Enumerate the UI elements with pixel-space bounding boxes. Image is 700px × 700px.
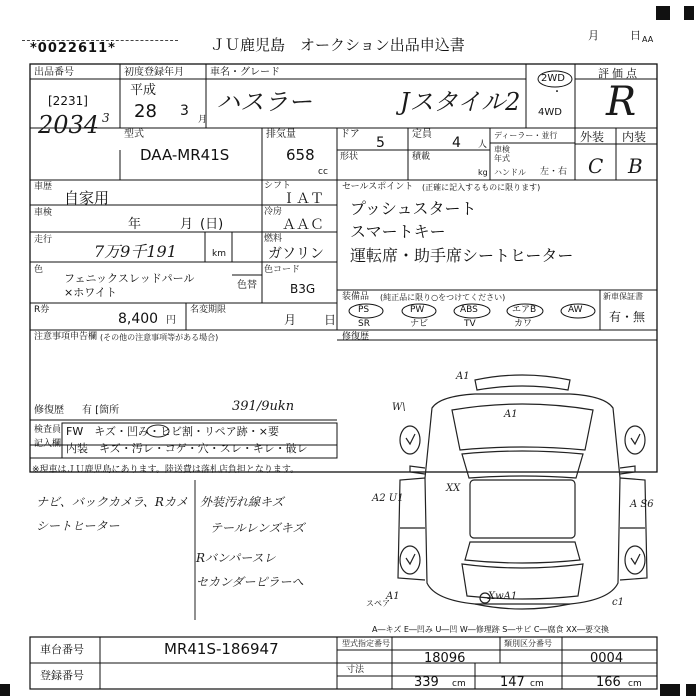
mark-a1-rear-left: A1	[386, 591, 400, 602]
equipment-label: 装備品	[342, 292, 370, 302]
sales-points-note: (正確に記入するものに限ります)	[422, 183, 541, 192]
exterior-grade: C	[588, 154, 604, 178]
model-designation-value: 18096	[424, 651, 466, 666]
dims-label: 寸法	[346, 665, 365, 675]
equip-airbag: エアB	[512, 305, 537, 315]
color-label: 色	[34, 265, 44, 275]
header-day-label: 日	[630, 29, 641, 42]
recolor-label: 色替	[237, 280, 257, 291]
mark-a1-front: A1	[456, 371, 470, 382]
loading-label: 積載	[412, 152, 431, 162]
sales-point-2: スマートキー	[350, 222, 446, 241]
capacity-label: 定員	[412, 129, 432, 140]
transfer-month: 月	[284, 313, 297, 327]
mileage-unit: km	[212, 249, 226, 259]
sales-point-3: 運転席・助手席シートヒーター	[350, 246, 574, 265]
equip-ps: PS	[358, 305, 370, 315]
displacement-label: 排気量	[266, 129, 296, 140]
inspection-label-1: 車検	[494, 145, 510, 154]
equip-aw: AW	[568, 305, 583, 315]
inspection-row-1: FW キズ・凹み・ヒビ割・リペア跡・×要	[66, 425, 279, 438]
repair-history-header: 修復歴	[342, 332, 370, 342]
reg-no-label: 登録番号	[40, 669, 84, 682]
repair-value: 有 [箇所	[82, 405, 120, 416]
capacity-value: 4	[452, 135, 461, 151]
mark-rear-c: c1	[612, 597, 624, 608]
mark-a2-side: A2 U1	[372, 493, 404, 504]
mark-xx: XX	[446, 483, 461, 494]
class-label: 類別区分番号	[504, 639, 552, 648]
transfer-day: 日	[324, 313, 337, 327]
notes-note: (その他の注意事項等がある場合)	[100, 333, 219, 342]
history-value: 自家用	[64, 189, 110, 207]
drive-dot: ・	[552, 87, 562, 98]
damage-legend: A―キズ E―凹み U―凹 W―修理跡 S―サビ C―腐食 XX―要交換	[372, 625, 610, 634]
doors-label: ドア	[340, 129, 360, 140]
type-value: DAA-MR41S	[140, 146, 230, 164]
form-title: ＪＵ鹿児島 オークション出品申込書	[210, 36, 465, 54]
dim-width-unit: cm	[530, 679, 544, 689]
aircon-label: 冷房	[264, 207, 283, 217]
header-month-label: 月	[588, 29, 599, 42]
displacement-unit: cc	[318, 167, 328, 177]
repair-label: 修復歴	[34, 405, 64, 416]
manual-value: 有・無	[609, 310, 646, 324]
model-designation-label: 型式指定番号	[342, 639, 390, 648]
notes-handwritten: 391/9ukn	[232, 399, 295, 414]
header-am-mark: AA	[642, 35, 654, 44]
equip-pw: PW	[410, 305, 425, 315]
inspection-label-1: 検査員	[34, 425, 62, 435]
model-name: ハスラー	[216, 88, 312, 116]
mileage-value: 7万9千191	[94, 242, 177, 261]
equip-navi: ナビ	[410, 319, 429, 329]
entry-bracket-number: [2231]	[48, 94, 88, 108]
inspection-label-2: 年式	[494, 154, 510, 163]
mark-a-s6: A S6	[630, 499, 654, 510]
inspect-day: (日)	[200, 217, 224, 232]
inspector-note-right-4: セカンダーピラーへ	[196, 575, 304, 589]
equip-leather: カワ	[514, 319, 533, 329]
inspector-note-left-2: シートヒーター	[36, 519, 120, 533]
sales-points-label: セールスポイント	[342, 182, 414, 192]
shape-label: 形状	[340, 152, 359, 162]
inspection-row-2: 内装 キズ・汚レ・コゲ・穴・スレ・キレ・破レ	[66, 442, 308, 455]
inspection-label-2: 記入欄	[34, 439, 62, 449]
equip-sr: SR	[358, 319, 370, 329]
color-value-1: フェニックスレッドパール	[64, 272, 195, 285]
mark-w-front: W\	[392, 402, 406, 413]
equipment-note: (純正品に限り○をつけてください)	[380, 293, 506, 302]
recycle-unit: 円	[166, 315, 176, 326]
inspect-year: 年	[128, 217, 142, 232]
dim-height: 166	[596, 675, 621, 690]
equip-tv: TV	[464, 319, 476, 329]
shift-value: ＩＡＴ	[282, 191, 324, 207]
model-label: 車名・グレード	[210, 67, 280, 78]
notes-divider	[192, 480, 198, 620]
car-diagram	[380, 368, 665, 618]
mark-spare: スペア	[366, 599, 390, 608]
fuel-label: 燃料	[264, 234, 283, 244]
loading-unit: kg	[478, 168, 488, 177]
interior-label: 内装	[622, 130, 647, 144]
inspector-note-right-2: テールレンズキズ	[210, 521, 305, 535]
sales-point-1: プッシュスタート	[350, 199, 477, 218]
chassis-value: MR41S-186947	[164, 640, 279, 658]
recycle-value: 8,400	[118, 311, 159, 327]
dim-length-unit: cm	[452, 679, 466, 689]
dim-width: 147	[500, 675, 525, 690]
equip-abs: ABS	[460, 305, 478, 315]
manual-label: 新車保証書	[603, 292, 643, 301]
entry-number: 2034	[38, 111, 100, 139]
handle-options: 左・右	[540, 167, 568, 177]
fuel-value: ガソリン	[268, 246, 324, 262]
registration-month: 3	[180, 103, 189, 119]
drive-4wd: 4WD	[538, 107, 562, 118]
exterior-label: 外装	[580, 130, 605, 144]
rating-label: 評価点	[598, 67, 640, 80]
inspector-note-left-1: ナビ、バックカメラ、Rカメ	[36, 495, 188, 509]
inspector-note-right-1: 外装汚れ線キズ	[200, 495, 284, 509]
capacity-unit: 人	[478, 140, 488, 150]
rating-score: R	[606, 79, 637, 125]
inspect-month: 月	[180, 217, 194, 232]
displacement-value: 658	[286, 146, 315, 164]
shift-label: シフト	[264, 181, 292, 191]
entry-suffix: 3	[102, 111, 110, 125]
transfer-label: 名変期限	[190, 305, 227, 315]
mark-rear-u: XwA1	[488, 591, 518, 602]
type-label: 型式	[124, 129, 144, 140]
interior-grade: B	[628, 154, 643, 178]
model-grade: Jスタイル2	[400, 88, 521, 116]
dim-length: 339	[414, 675, 439, 690]
inspector-note-right-3: Rバンパースレ	[196, 551, 276, 565]
class-value: 0004	[590, 651, 624, 666]
dim-height-unit: cm	[628, 679, 642, 689]
color-value-2: ×ホワイト	[64, 286, 117, 299]
serial-number: *0022611*	[30, 41, 116, 56]
color-code-value: B3G	[290, 282, 316, 296]
aircon-value: ＡＡＣ	[282, 217, 324, 233]
entry-label: 出品番号	[34, 67, 74, 78]
inspect-label: 車検	[34, 208, 53, 218]
drive-2wd: 2WD	[541, 73, 565, 84]
registration-year: 28	[134, 101, 157, 122]
mileage-label: 走行	[34, 235, 53, 245]
registration-month-unit: 月	[198, 115, 208, 125]
mark-a1-hood: A1	[504, 409, 518, 420]
color-code-label: 色コード	[264, 265, 301, 275]
serial-sticker-edge	[22, 40, 178, 49]
registration-era: 平成	[130, 83, 157, 98]
chassis-label: 車台番号	[40, 643, 84, 656]
ju-note: ※現車はＪＵ鹿児島にあります。陸送費は落札店負担となります。	[32, 465, 300, 475]
history-label: 車歴	[34, 182, 53, 192]
doors-value: 5	[376, 135, 385, 151]
handle-label: ハンドル	[494, 168, 526, 177]
registration-label: 初度登録年月	[124, 67, 184, 78]
dealer-label: ディーラー・並行	[494, 131, 558, 140]
notes-label: 注意事項申告欄	[34, 332, 98, 342]
recycle-label: R券	[34, 305, 50, 315]
